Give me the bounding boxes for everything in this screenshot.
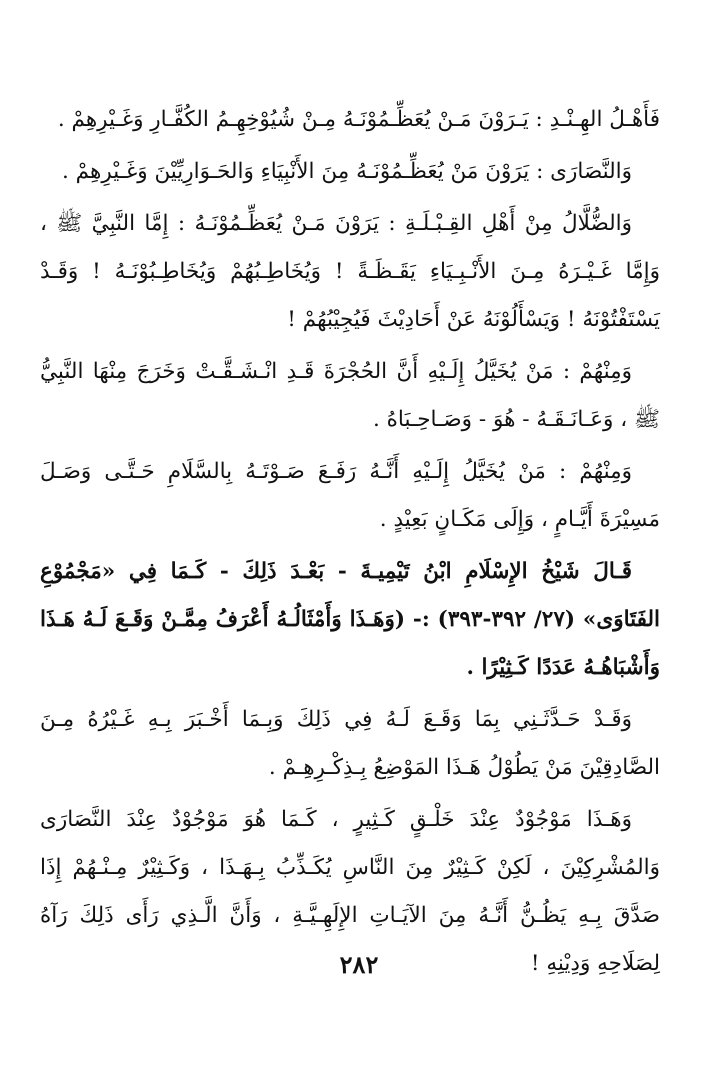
paragraph-hujra: وَمِنْهُمْ : مَنْ يُخَيَّلُ إِلَـيْهِ أَنَّ الحُجْرَةَ قَـدِ انْـشَـقَّـتْ وَخَرَجَ مِنْهَا النَّبِيُّ ﷺ ، وَعَـانَـقَـهُ - هُوَ - وَصَـاحِـبَاهُ . bbox=[40, 359, 660, 432]
paragraph-found-among-many: وَهَـذَا مَوْجُوْدٌ عِنْدَ خَلْـقٍ كَـثِيرٍ ، كَـمَا هُوَ مَوْجُوْدٌ عِنْدَ النَّصَارَى وَالمُشْرِكِيْنَ ، لَكِنْ كَـثِيْرٌ مِنَ النَّاسِ يُكَـذِّبُ بِـهَـذَا ، وَكَـثِيْرٌ مِـنْـهُمْ إِذَا صَدَّقَ بِـهِ يَظُـنُّ أَنَّـهُ مِنَ الآيَـاتِ الإِلَهِـيَّـةِ ، وَأَنَّ الَّـذِي رَأَى ذَلِكَ رَآهُ لِصَلَاحِهِ وَدِيْنِهِ ! bbox=[40, 807, 660, 976]
paragraph-christians: وَالنَّصَارَى : يَرَوْنَ مَنْ يُعَظِّـمُوْنَـهُ مِنَ الأَنْبِيَاءِ وَالحَـوَارِيِّيْنَ وَغَـيْرِهِمْ . bbox=[62, 159, 632, 184]
paragraph-ibn-taymiyyah-quote: قَـالَ شَيْخُ الإِسْلَامِ ابْنُ تَيْمِيـةَ - بَعْـدَ ذَلِكَ - كَـمَا فِي «مَجْمُوْعِ الفَتَاوَى» (٢٧/ ٣٩٢-٣٩٣) :- (وَهَـذَا وَأَمْثَالُـهُ أَعْرَفُ مِمَّـنْ وَقَـعَ لَـهُ هَـذَا وَأَشْبَاهُـهُ عَدَدًا كَـثِيْرًا . bbox=[40, 559, 661, 680]
paragraph-narrated: وَقَـدْ حَـدَّثَـنِي بِمَا وَقَـعَ لَـهُ فِي ذَلِكَ وَبِـمَا أَخْـبَرَ بِـهِ غَـيْرُهُ مِـنَ الصَّادِقِيْنَ مَنْ يَطُوْلُ هَـذَا المَوْضِعُ بِـذِكْـرِهِـمْ . bbox=[40, 707, 660, 780]
paragraph-india: فَأَهْـلُ الهِـنْـدِ : يَـرَوْنَ مَـنْ يُعَظِّـمُوْنَـهُ مِـنْ شُيُوْخِهِـمُ الكُفَّـارِ وَغَـيْرِهِمْ . bbox=[57, 107, 660, 132]
paragraph-raised-voice: وَمِنْهُمْ : مَنْ يُخَيَّلُ إِلَـيْهِ أَنَّـهُ رَفَـعَ صَـوْتَـهُ بِالسَّلَامِ حَـتَّـى وَصَـلَ مَسِيْرَةَ أَيَّـامٍ ، وَإِلَى مَكَـانٍ بَعِيْدٍ . bbox=[40, 459, 660, 532]
page-body bbox=[40, 96, 660, 1002]
page-number: ٢٨٢ bbox=[339, 950, 379, 979]
paragraph-people-of-qibla: وَالضُّلَّالُ مِنْ أَهْلِ القِـبْـلَـةِ : يَرَوْنَ مَـنْ يُعَظِّـمُوْنَـهُ : إِمَّا النَّبِيَّ ﷺ ، وَإِمَّا غَـيْـرَهُ مِـنَ الأَنْـبِـيَاءِ يَقَـظَـةً ! وَيُخَاطِـبُهُمْ وَيُخَاطِـبُوْنَـهُ ! وَقَـدْ يَسْتَفْتُوْنَهُ ! وَيَسْأَلُوْنَهُ عَنْ أَحَادِيْثَ فَيُجِيْبُهُمْ ! bbox=[40, 211, 660, 332]
